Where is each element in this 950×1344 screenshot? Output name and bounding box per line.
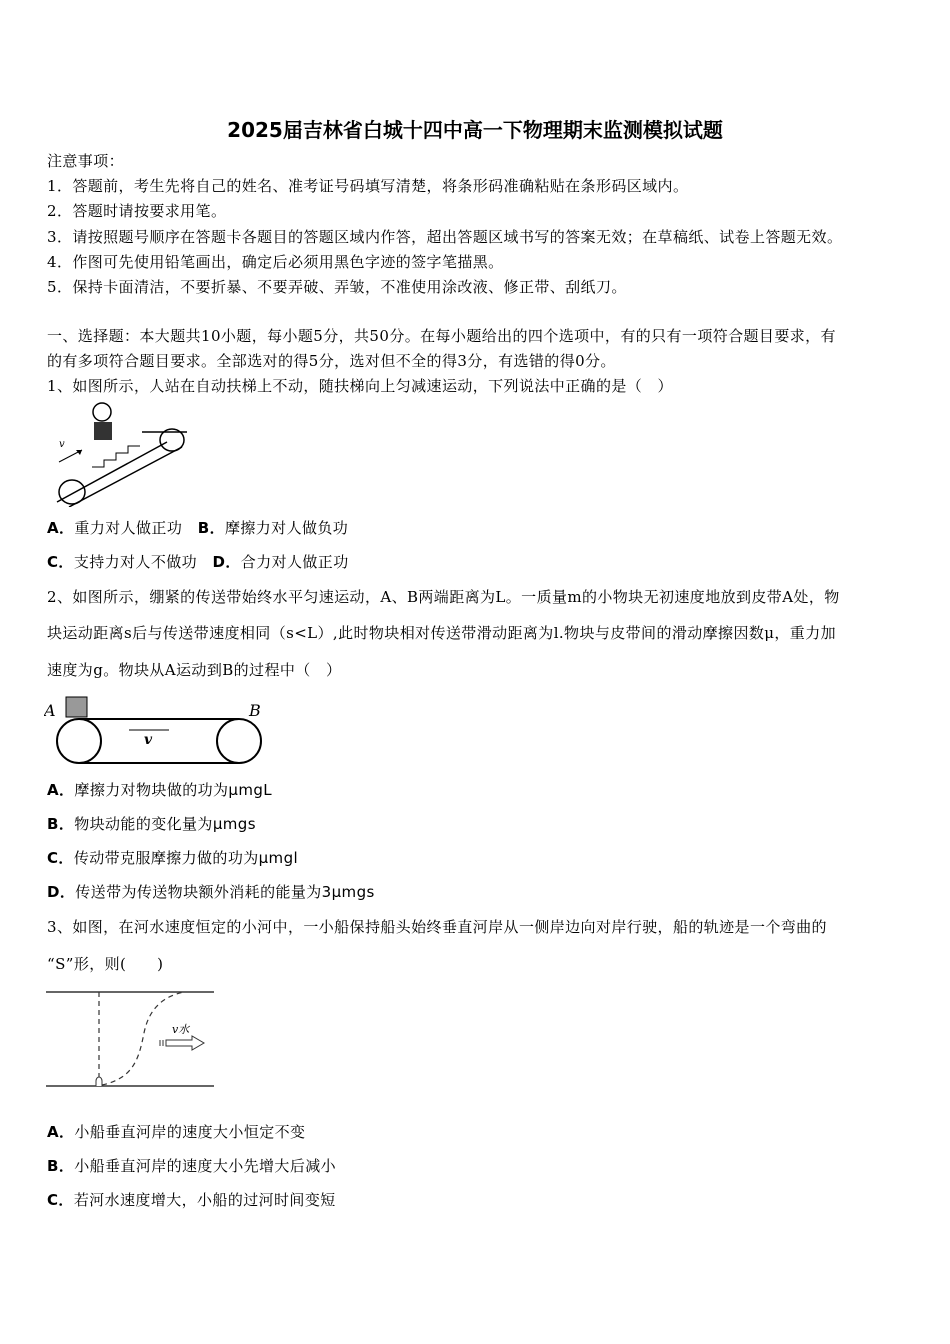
point-a-label: A: [44, 701, 56, 720]
option-text: 小船垂直河岸的速度大小恒定不变: [74, 1123, 306, 1141]
option-label: C．: [47, 1191, 74, 1209]
question-3-stem: “S”形，则( ): [47, 955, 164, 973]
option-text: 若河水速度增大，小船的过河时间变短: [73, 1191, 336, 1209]
notice-item: 3．请按照题号顺序在答题卡各题目的答题区域内作答，超出答题区域书写的答案无效；在草稿纸、试卷上答题无效。: [47, 228, 843, 246]
question-1-stem: 1、如图所示，人站在自动扶梯上不动，随扶梯向上匀减速运动，下列说法中正确的是（ ）: [47, 377, 673, 395]
question-3-stem: 3、如图，在河水速度恒定的小河中，一小船保持船头始终垂直河岸从一侧岸边向对岸行驶，船的轨迹是一个弯曲的: [47, 918, 827, 936]
option-label: D．: [212, 553, 241, 571]
section-instructions: 一、选择题：本大题共10小题，每小题5分，共50分。在每小题给出的四个选项中，有的只有一项符合题目要求，有: [47, 327, 836, 345]
option-text: 摩擦力对人做负功: [224, 519, 349, 537]
question-2-stem: 2、如图所示，绷紧的传送带始终水平匀速运动，A、B两端距离为L。一质量m的小物块无初速度地放到皮带A处，物: [47, 588, 840, 606]
page-title: 2025届吉林省白城十四中高一下物理期末监测模拟试题: [227, 118, 723, 142]
option-c[interactable]: [47, 1190, 336, 1210]
question-2-stem: 速度为g。物块从A运动到B的过程中（ ）: [47, 661, 342, 679]
option-b[interactable]: [47, 814, 256, 834]
option-text: 重力对人做正功: [74, 519, 183, 537]
option-label: C．: [47, 849, 74, 867]
conveyor-belt-figure: [44, 694, 269, 769]
notice-item: 2．答题时请按要求用笔。: [47, 202, 227, 220]
option-label: A．: [47, 781, 75, 799]
velocity-label: v: [144, 732, 153, 748]
question-2-stem: 块运动距离s后与传送带速度相同（s<L）,此时物块相对传送带滑动距离为l.物块与皮带间的滑动摩擦因数μ，重力加: [47, 624, 837, 642]
notice-item: 4．作图可先使用铅笔画出，确定后必须用黑色字迹的签字笔描黑。: [47, 253, 504, 271]
notice-item: 1．答题前，考生先将自己的姓名、准考证号码填写清楚，将条形码准确粘贴在条形码区域内。: [47, 177, 689, 195]
option-text: 传动带克服摩擦力做的功为μmgl: [73, 849, 299, 867]
option-text: 支持力对人不做功: [73, 553, 198, 571]
notice-item: 5．保持卡面清洁，不要折暴、不要弄破、弄皱，不准使用涂改液、修正带、刮纸刀。: [47, 278, 627, 296]
option-label: B．: [197, 519, 225, 537]
velocity-label: v: [59, 439, 65, 450]
option-a[interactable]: [47, 518, 348, 538]
option-text: 物块动能的变化量为μmgs: [74, 815, 256, 833]
option-text: 传送带为传送物块额外消耗的能量为3μmgs: [75, 883, 375, 901]
option-label: D．: [47, 883, 76, 901]
option-text: 合力对人做正功: [240, 553, 349, 571]
section-instructions: 的有多项符合题目要求。全部选对的得5分，选对但不全的得3分，有选错的得0分。: [47, 352, 616, 370]
option-d[interactable]: [47, 882, 375, 902]
option-a[interactable]: [47, 780, 272, 800]
water-velocity-label: v水: [172, 1023, 190, 1036]
option-c[interactable]: [47, 552, 349, 572]
option-label: A．: [47, 1123, 75, 1141]
option-text: 摩擦力对物块做的功为μmgL: [74, 781, 273, 799]
option-c[interactable]: [47, 848, 298, 868]
point-b-label: B: [249, 701, 261, 720]
option-label: B．: [47, 815, 75, 833]
option-text: 小船垂直河岸的速度大小先增大后减小: [74, 1157, 337, 1175]
option-label: C．: [47, 553, 74, 571]
notice-heading: 注意事项：: [47, 152, 125, 170]
option-label: B．: [47, 1157, 75, 1175]
river-figure: [44, 988, 216, 1090]
escalator-figure: [47, 402, 192, 507]
option-b[interactable]: [47, 1156, 336, 1176]
option-label: A．: [47, 519, 75, 537]
option-a[interactable]: [47, 1122, 305, 1142]
